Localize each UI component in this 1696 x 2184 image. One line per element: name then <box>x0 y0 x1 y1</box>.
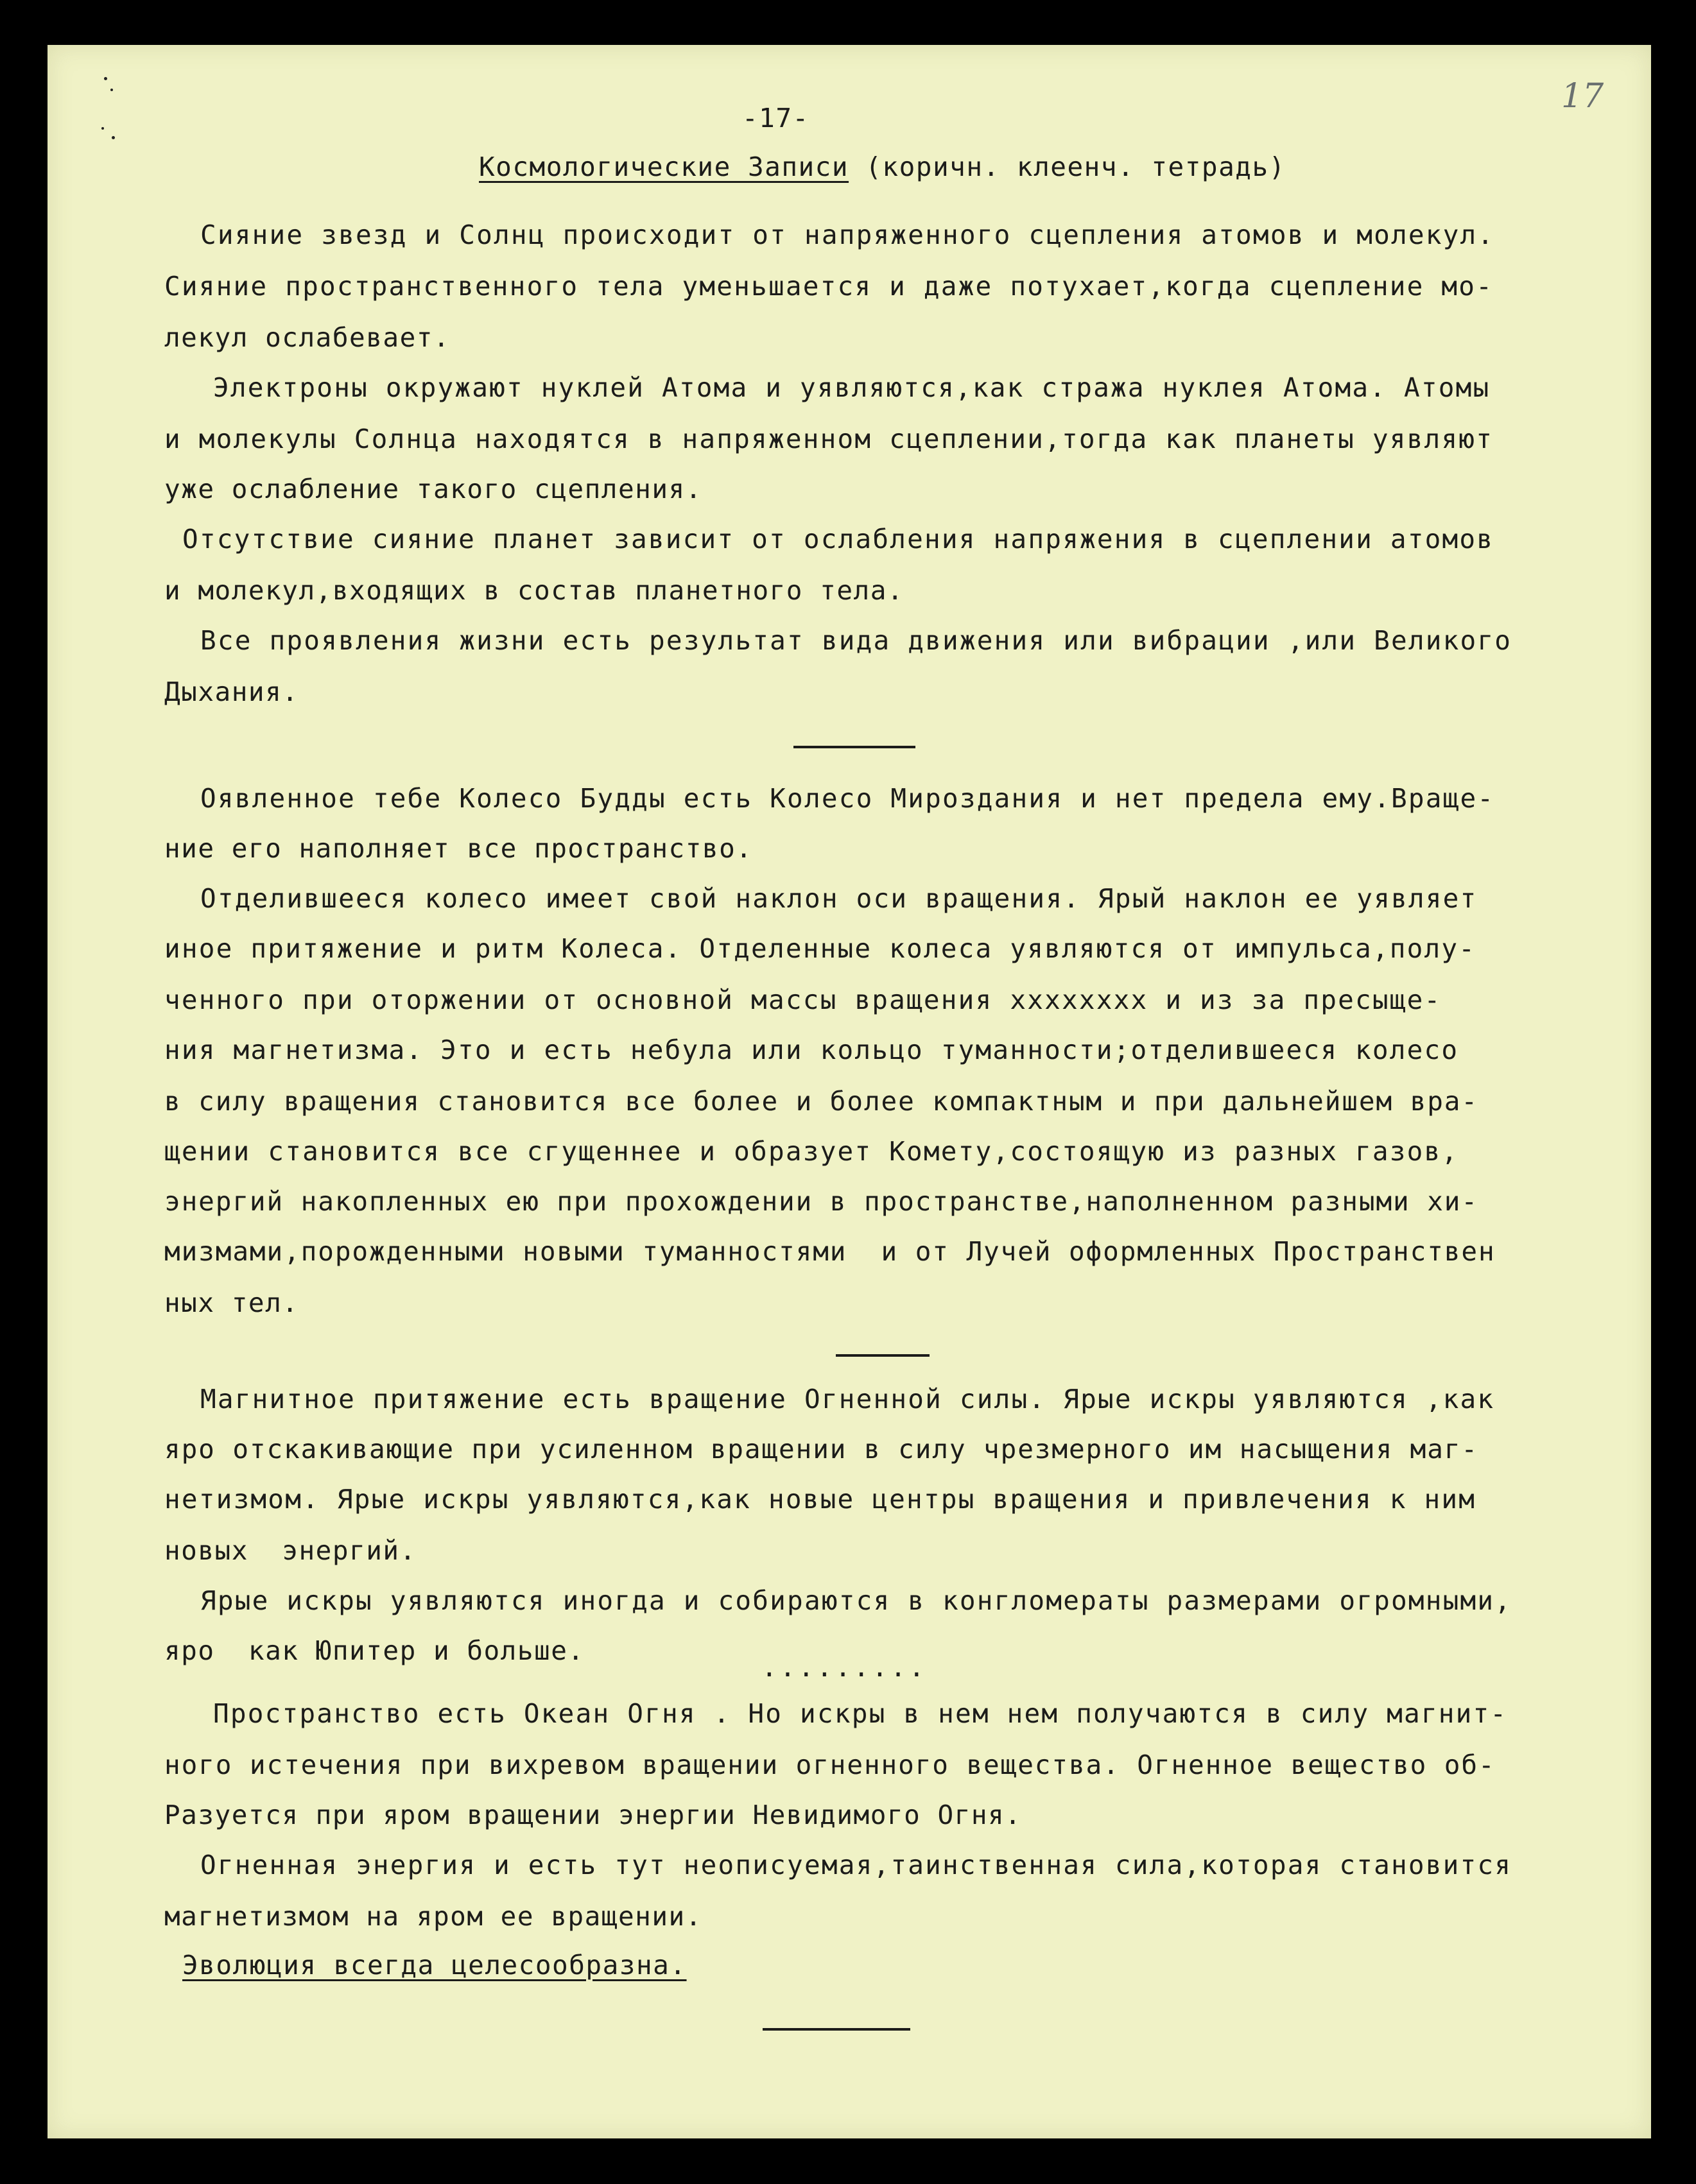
closing-line: Эволюция всегда целесообразна. <box>182 1950 687 1981</box>
text-line: Все проявления жизни есть результат вида движения или вибрации ,или Великого <box>200 625 1512 656</box>
text-line: в силу вращения становится все более и более компактным и при дальнейшем вра- <box>164 1086 1478 1117</box>
title-underlined: Космологические Записи <box>479 151 849 182</box>
ink-speck <box>112 136 115 139</box>
text-line: Электроны окружают нуклей Атома и уявляются,как стража нуклея Атома. Атомы <box>213 372 1491 403</box>
text-line: ния магнетизма. Это и есть небула или кольцо туманности;отделившееся колесо <box>164 1035 1459 1065</box>
ink-speck <box>110 89 113 91</box>
document-page <box>48 45 1651 2138</box>
dotted-separator: ......... <box>761 1652 928 1683</box>
ink-speck <box>104 77 107 80</box>
text-line: яро отскакивающие при усиленном вращении в силу чрезмерного им насыщения маг- <box>164 1434 1478 1465</box>
text-line: ного истечения при вихревом вращении огненного вещества. Огненное вещество об- <box>164 1750 1496 1780</box>
text-line: Сияние пространственного тела уменьшается и даже потухает,когда сцепление мо- <box>164 271 1494 302</box>
text-line: и молекул,входящих в состав планетного тела. <box>164 575 904 606</box>
text-line: иное притяжение и ритм Колеса. Отделенные колеса уявляются от импульса,полу- <box>164 933 1476 964</box>
text-line: уже ослабление такого сцепления. <box>164 474 702 504</box>
text-line: лекул ослабевает. <box>164 322 451 353</box>
text-line: и молекулы Солнца находятся в напряженном сцеплении,тогда как планеты уявляют <box>164 424 1494 454</box>
text-line: новых энергий. <box>164 1535 417 1566</box>
text-line: Дыхания. <box>164 676 299 707</box>
text-line: ние его наполняет все пространство. <box>164 833 753 864</box>
text-line: ченного при оторжении от основной массы вращения хххххххх и из за пресыще- <box>164 985 1442 1015</box>
section-divider <box>836 1354 930 1357</box>
text-line: Огненная энергия и есть тут неописуемая,таинственная сила,которая становится <box>200 1850 1512 1880</box>
section-divider <box>793 746 915 748</box>
text-line: Ярые искры уявляются иногда и собираются в конгломераты размерами огромными, <box>200 1585 1512 1616</box>
text-line: нетизмом. Ярые искры уявляются,как новые центры вращения и привлечения к ним <box>164 1484 1476 1515</box>
page-title <box>479 151 1286 182</box>
title-rest: (коричн. клеенч. тетрадь) <box>849 151 1286 182</box>
handwritten-page-number: 17 <box>1561 77 1604 116</box>
text-line: Оявленное тебе Колесо Будды есть Колесо Мироздания и нет предела ему.Враще- <box>200 783 1495 814</box>
section-divider <box>763 2028 910 2031</box>
text-line: Разуется при яром вращении энергии Невидимого Огня. <box>164 1800 1022 1830</box>
text-line: Пространство есть Океан Огня . Но искры в нем нем получаются в силу магнит- <box>213 1698 1508 1729</box>
text-line: магнетизмом на яром ее вращении. <box>164 1901 702 1932</box>
text-line: щении становится все сгущеннее и образует Комету,состоящую из разных газов, <box>164 1136 1459 1167</box>
text-line: яро как Юпитер и больше. <box>164 1635 585 1666</box>
page-number: -17- <box>742 103 809 133</box>
ink-speck <box>101 127 104 130</box>
text-line: Отсутствие сияние планет зависит от ослабления напряжения в сцеплении атомов <box>182 524 1494 555</box>
text-line: Отделившееся колесо имеет свой наклон оси вращения. Ярый наклон ее уявляет <box>200 883 1478 914</box>
text-line: ных тел. <box>164 1287 299 1318</box>
text-line: мизмами,порожденными новыми туманностями и от Лучей оформленных Пространствен <box>164 1236 1496 1267</box>
text-line: Магнитное притяжение есть вращение Огненной силы. Ярые искры уявляются ,как <box>200 1384 1495 1414</box>
text-line: Сияние звезд и Солнц происходит от напряженного сцепления атомов и молекул. <box>200 219 1495 250</box>
text-line: энергий накопленных ею при прохождении в пространстве,наполненном разными хи- <box>164 1186 1478 1217</box>
